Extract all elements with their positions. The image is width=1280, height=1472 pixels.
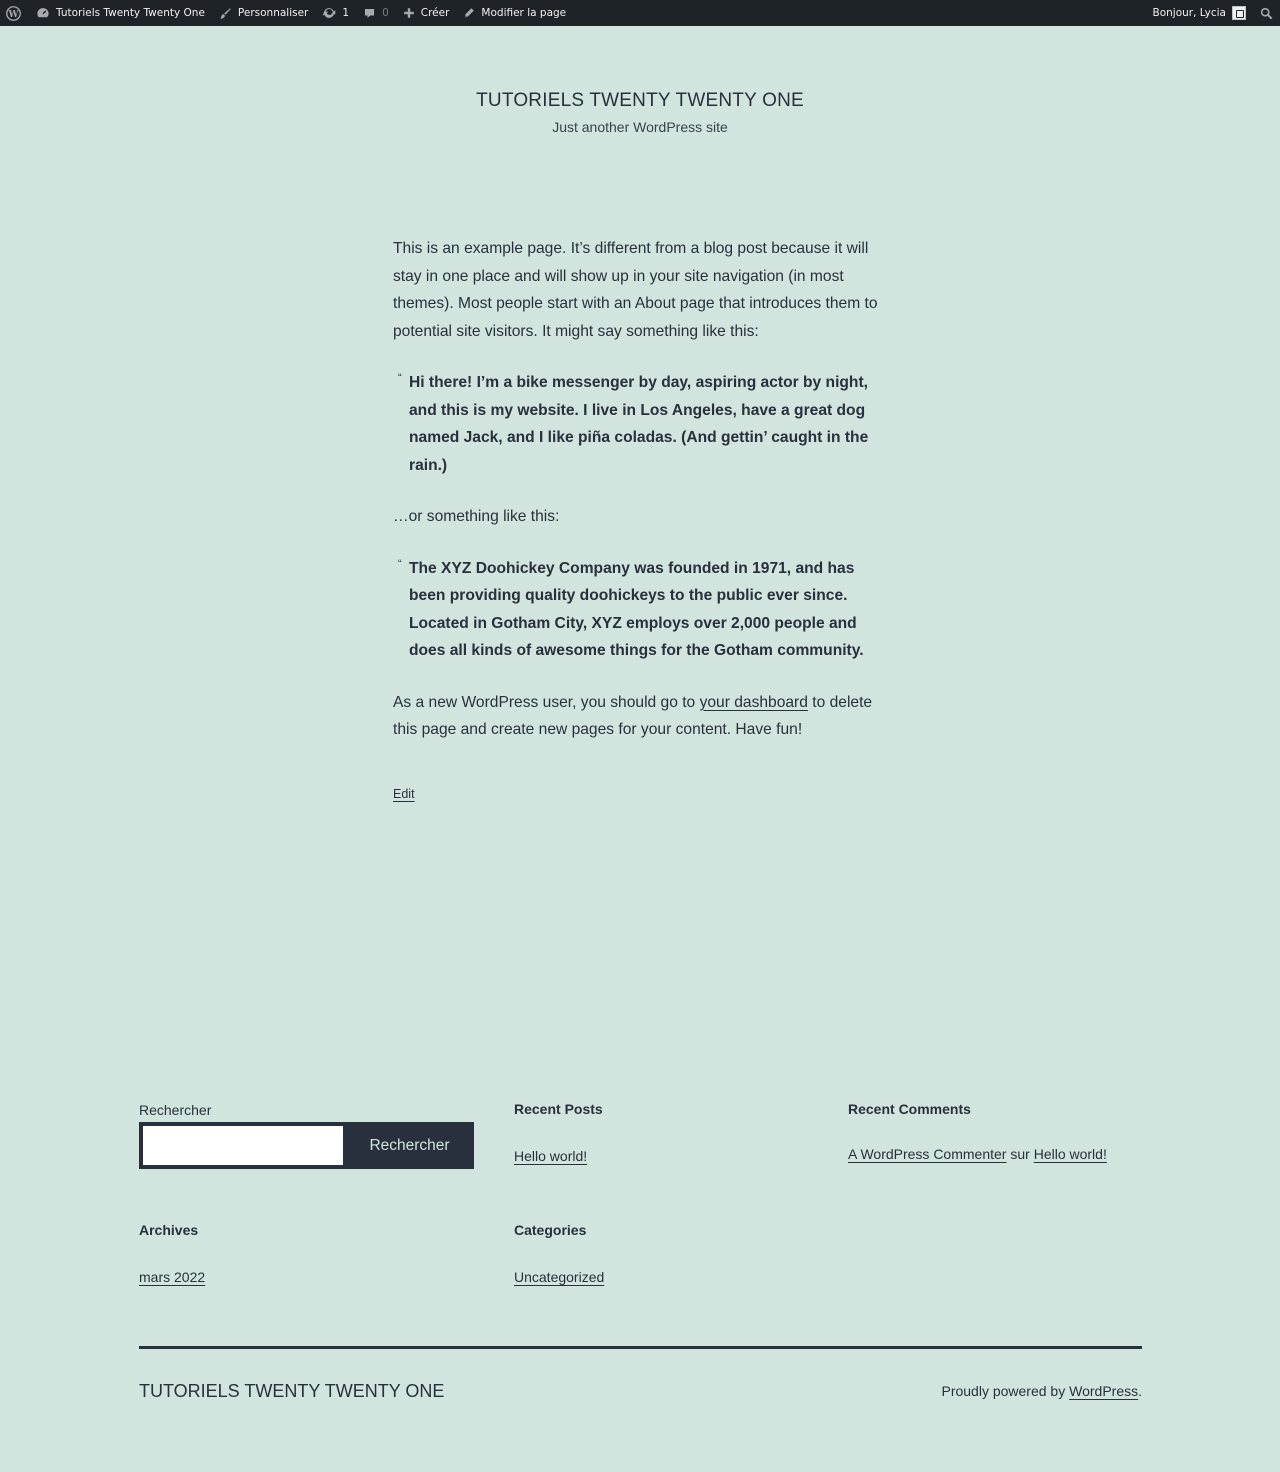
site-title[interactable]: TUTORIELS TWENTY TWENTY ONE xyxy=(476,90,804,111)
greeting-label: Bonjour, Lycia xyxy=(1152,7,1226,19)
quote-doohickey xyxy=(393,555,888,665)
plus-icon xyxy=(403,7,415,19)
new-content-menu[interactable] xyxy=(396,0,457,26)
quote-bike-messenger xyxy=(393,369,888,479)
closing-text-start: As a new WordPress user, you should go to xyxy=(393,693,700,711)
footer-divider xyxy=(139,1346,1142,1349)
my-account-menu[interactable] xyxy=(1146,0,1254,26)
edit-page-menu[interactable] xyxy=(456,0,573,26)
transition-paragraph: …or something like this: xyxy=(393,508,560,525)
updates-count: 1 xyxy=(342,7,350,19)
archives-widget xyxy=(139,1221,205,1285)
powered-by xyxy=(941,1383,1142,1399)
comments-menu[interactable] xyxy=(356,0,396,26)
edit-link[interactable]: Edit xyxy=(393,787,415,801)
site-header xyxy=(0,89,1280,136)
customize-menu[interactable] xyxy=(212,0,315,26)
search-submit-button[interactable]: Rechercher xyxy=(346,1123,473,1168)
widget-title: Recent Comments xyxy=(848,1101,971,1117)
updates-menu[interactable] xyxy=(315,0,356,26)
quote-mark-icon: “ xyxy=(398,557,402,570)
comment-separator: sur xyxy=(1006,1146,1034,1162)
comment-post-link[interactable]: Hello world! xyxy=(1033,1146,1107,1162)
recent-comments-widget xyxy=(848,1100,1107,1162)
admin-bar xyxy=(0,0,1280,26)
new-content-label: Créer xyxy=(420,7,450,19)
search-label: Rechercher xyxy=(139,1102,212,1118)
category-link[interactable]: Uncategorized xyxy=(514,1269,605,1285)
quote-text: The XYZ Doohickey Company was founded in 1971, and has been providing quality doohickeys to the public ever since. Located in Gotham City, XYZ employs over 2,000 people and does all kinds of awesome things for the Gotham community. xyxy=(409,559,864,659)
site-name-label: Tutoriels Twenty Twenty One xyxy=(56,7,205,19)
site-description: Just another WordPress site xyxy=(552,119,728,135)
search-icon xyxy=(1260,7,1273,20)
search-form xyxy=(139,1122,474,1169)
comments-count: 0 xyxy=(382,7,389,19)
intro-paragraph: This is an example page. It’s different from a blog post because it will stay in one place and will show up in your site navigation (in most themes). Most people start with an About page that introduces them to potential site visitors. It might say something like this: xyxy=(393,240,878,340)
recent-posts-widget xyxy=(514,1100,603,1164)
widget-title: Categories xyxy=(514,1222,587,1238)
recent-post-link[interactable]: Hello world! xyxy=(514,1148,588,1164)
wordpress-logo-menu[interactable] xyxy=(0,0,29,26)
admin-search-button[interactable] xyxy=(1253,0,1280,26)
powered-by-period: . xyxy=(1138,1383,1142,1399)
avatar xyxy=(1232,6,1246,20)
closing-text-end: to delete this page and create new pages for your content. Have fun! xyxy=(393,693,873,738)
closing-paragraph xyxy=(393,689,888,744)
svg-text:W: W xyxy=(8,9,19,20)
updates-icon xyxy=(322,6,336,20)
widget-title: Recent Posts xyxy=(514,1101,603,1117)
paintbrush-icon xyxy=(219,7,232,20)
search-input[interactable] xyxy=(142,1125,344,1166)
footer-site-title[interactable]: TUTORIELS TWENTY TWENTY ONE xyxy=(139,1381,445,1401)
quote-text: Hi there! I’m a bike messenger by day, aspiring actor by night, and this is my website. I live in Los Angeles, have a great dog named Jack, and I like piña coladas. (And gettin’ caught in the rain.) xyxy=(409,374,869,474)
widget-title: Archives xyxy=(139,1222,199,1238)
pencil-icon xyxy=(463,7,475,19)
edit-page-label: Modifier la page xyxy=(481,7,567,19)
archive-link[interactable]: mars 2022 xyxy=(139,1269,206,1285)
comment-author-link[interactable]: A WordPress Commenter xyxy=(848,1146,1007,1162)
page-content xyxy=(393,235,888,768)
quote-mark-icon: “ xyxy=(398,372,402,384)
powered-by-text: Proudly powered by xyxy=(941,1383,1070,1399)
comment-bubble-icon xyxy=(363,7,376,20)
dashboard-icon xyxy=(36,6,50,20)
dashboard-link[interactable]: your dashboard xyxy=(699,693,808,711)
categories-widget xyxy=(514,1221,604,1285)
site-name-menu[interactable] xyxy=(29,0,212,26)
wordpress-link[interactable]: WordPress xyxy=(1069,1383,1139,1399)
customize-label: Personnaliser xyxy=(237,7,309,19)
wordpress-logo-icon xyxy=(6,6,21,21)
